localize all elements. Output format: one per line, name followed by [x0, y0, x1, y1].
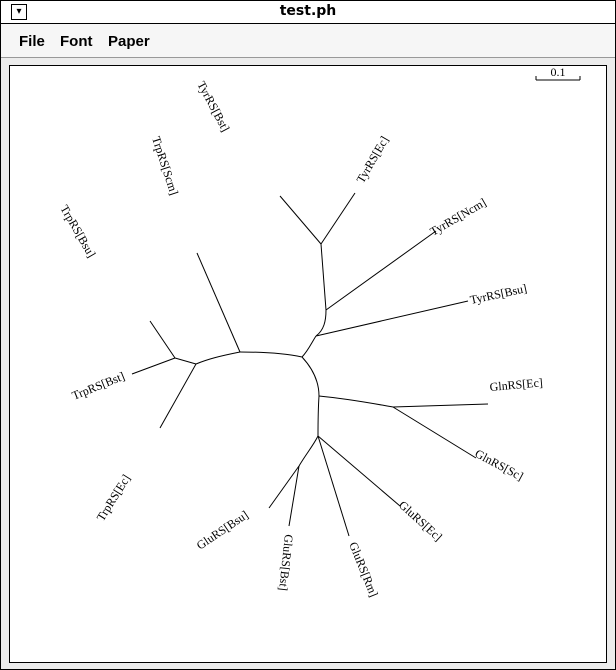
- label-tyrrs-ec: TyrRS[Ec]: [353, 133, 392, 186]
- label-tyrrs-bsu: TyrRS[Bsu]: [468, 281, 529, 307]
- label-glnrs-sc: GlnRS[Sc]: [472, 446, 526, 484]
- menu-bar: [1, 24, 615, 58]
- scale-bar: [536, 66, 580, 80]
- phylogenetic-tree: [10, 66, 606, 662]
- label-glurs-rm: GluRS[Rm]: [346, 539, 381, 599]
- menu-file[interactable]: File: [19, 33, 45, 50]
- tree-canvas: [9, 65, 607, 663]
- label-trprs-bst: TrpRS[Bst]: [69, 368, 127, 403]
- tree-branches: [132, 193, 488, 536]
- label-trprs-scm: TrpRS[Scm]: [149, 134, 182, 197]
- title-bar[interactable]: [1, 1, 615, 24]
- label-trprs-ec: TrpRS[Ec]: [93, 471, 134, 524]
- menu-font[interactable]: Font: [60, 33, 93, 50]
- label-glurs-ec: GluRS[Ec]: [395, 497, 445, 544]
- label-glurs-bst: GluRS[Bst]: [276, 533, 296, 592]
- close-box-icon[interactable]: ▾: [11, 4, 27, 20]
- menu-paper[interactable]: Paper: [108, 33, 150, 50]
- label-tyrrs-ncm: TyrRS[Ncm]: [427, 195, 489, 239]
- label-glnrs-ec: GlnRS[Ec]: [489, 375, 544, 394]
- scale-label: 0.1: [550, 66, 566, 79]
- label-tyrrs-bst: TyrRS[Bst]: [194, 78, 233, 135]
- label-glurs-bsu: GluRS[Bsu]: [193, 507, 251, 553]
- window-title: test.ph: [279, 3, 337, 19]
- label-trprs-bsu: TrpRS[Bsu]: [57, 202, 99, 260]
